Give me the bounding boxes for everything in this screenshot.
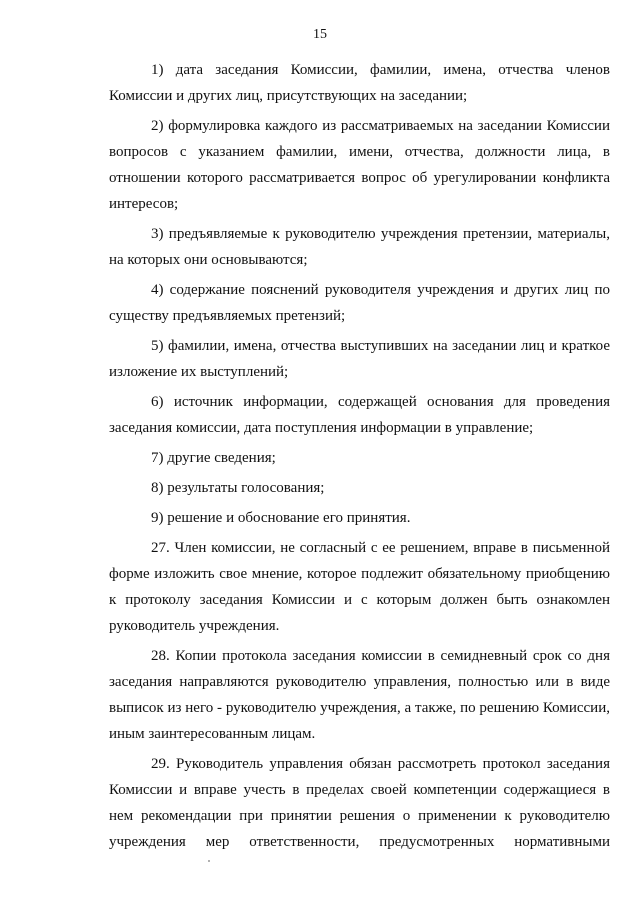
list-item-4: 4) содержание пояснений руководителя учреждения и других лиц по существу предъявляемых претензий; xyxy=(109,282,610,324)
list-item-7: 7) другие сведения; xyxy=(151,450,276,466)
scan-artifact-dot xyxy=(208,860,210,862)
list-item-3: 3) предъявляемые к руководителю учреждения претензии, материалы, на которых они основываются; xyxy=(109,226,610,268)
list-item-9: 9) решение и обоснование его принятия. xyxy=(151,510,411,526)
page-number: 15 xyxy=(313,27,327,42)
clause-28: 28. Копии протокола заседания комиссии в семидневный срок со дня заседания направляются руководителю управления, полностью или в виде выписок из него - руководителю учреждения, а также, по решению Комиссии, иным заинтересованным лицам. xyxy=(109,648,610,742)
document-body xyxy=(109,57,610,859)
list-item-6: 6) источник информации, содержащей основания для проведения заседания комиссии, дата поступления информации в управление; xyxy=(109,394,610,436)
list-item-8: 8) результаты голосования; xyxy=(151,480,325,496)
clause-27: 27. Член комиссии, не согласный с ее решением, вправе в письменной форме изложить свое мнение, которое подлежит обязательному приобщению к протоколу заседания Комиссии и с которым должен быть ознакомлен руководитель учреждения. xyxy=(109,540,610,634)
list-item-5: 5) фамилии, имена, отчества выступивших на заседании лиц и краткое изложение их выступлений; xyxy=(109,338,610,380)
list-item-1: 1) дата заседания Комиссии, фамилии, имена, отчества членов Комиссии и других лиц, присутствующих на заседании; xyxy=(109,62,610,104)
list-item-2: 2) формулировка каждого из рассматриваемых на заседании Комиссии вопросов с указанием фамилии, имени, отчества, должности лица, в отношении которого рассматривается вопрос об урегулировании конфликта интересов; xyxy=(109,118,610,212)
clause-29: 29. Руководитель управления обязан рассмотреть протокол заседания Комиссии и вправе учесть в пределах своей компетенции содержащиеся в нем рекомендации при принятии решения о применении к руководителю учреждения мер ответственности, предусмотренных нормативными xyxy=(109,756,610,850)
